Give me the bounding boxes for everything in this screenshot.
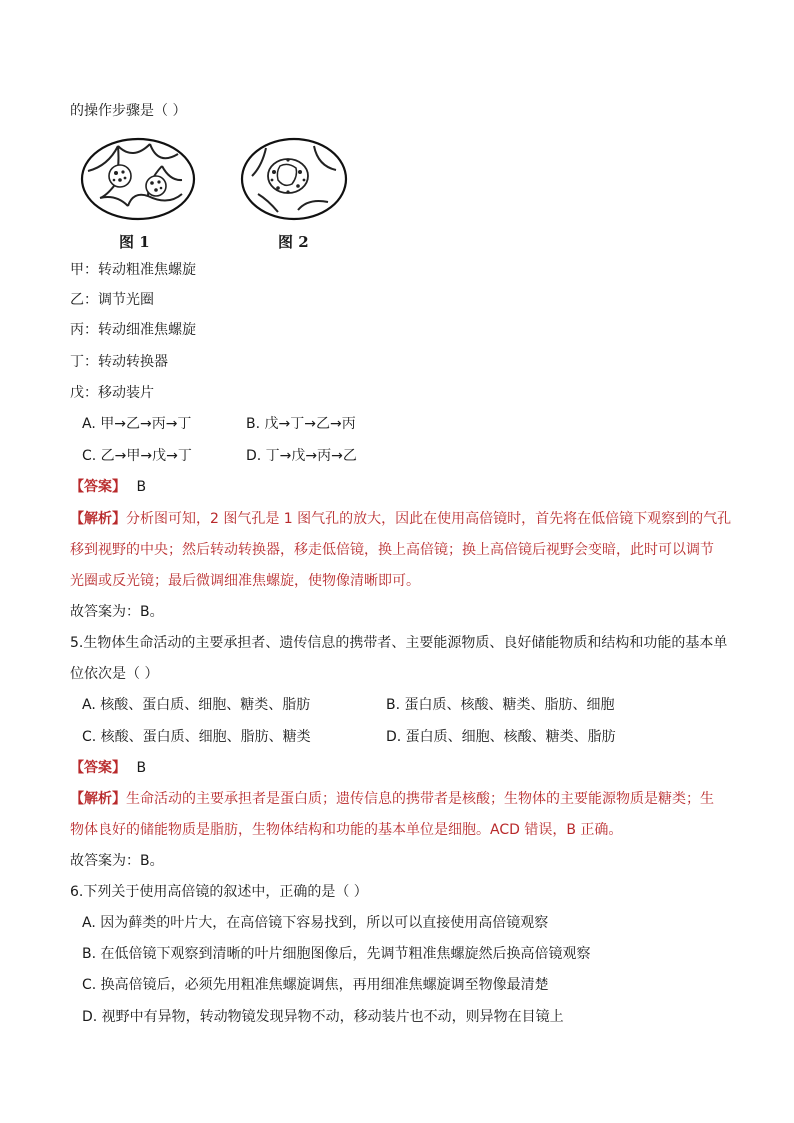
q6-stem: 6.下列关于使用高倍镜的叙述中，正确的是（ ）	[70, 884, 368, 900]
answer-value: B	[136, 479, 147, 495]
q4-analysis-line-2: 移到视野的中央；然后转动转换器，移走低倍镜，换上高倍镜；换上高倍镜后视野会变暗，此时可以调节	[70, 542, 714, 558]
q5-conclusion: 故答案为：B。	[70, 853, 164, 869]
q6-option-c: C. 换高倍镜后，必须先用粗准焦螺旋调焦，再用细准焦螺旋调至物像最清楚	[82, 977, 549, 993]
q4-analysis-line-3: 光圈或反光镜；最后微调细准焦螺旋，使物像清晰即可。	[70, 573, 420, 589]
q5-analysis-line-2: 物体良好的储能物质是脂肪，生物体结构和功能的基本单位是细胞。ACD 错误，B 正确。	[70, 822, 623, 838]
step-bing: 丙：转动细准焦螺旋	[70, 322, 196, 338]
q5-analysis-line-1: 【解析】生命活动的主要承担者是蛋白质；遗传信息的携带者是核酸；生物体的主要能源物质是糖类；生	[70, 791, 714, 807]
q5-stem-line-2: 位依次是（ ）	[70, 666, 159, 682]
analysis-label: 【解析】	[70, 511, 126, 527]
answer-label: 【答案】	[70, 479, 126, 495]
q6-option-b: B. 在低倍镜下观察到清晰的叶片细胞图像后，先调节粗准焦螺旋然后换高倍镜观察	[82, 946, 591, 962]
q6-option-a: A. 因为藓类的叶片大，在高倍镜下容易找到，所以可以直接使用高倍镜观察	[82, 915, 549, 931]
q4-option-c: C. 乙→甲→戊→丁	[82, 448, 192, 464]
q4-stem-tail: 的操作步骤是（ ）	[70, 103, 187, 119]
q4-option-d: D. 丁→戊→丙→乙	[246, 448, 357, 464]
q4-analysis-line-1: 【解析】分析图可知，2 图气孔是 1 图气孔的放大，因此在使用高倍镜时，首先将在低倍镜下观察到的气孔	[70, 511, 732, 527]
answer-label: 【答案】	[70, 760, 126, 776]
step-jia: 甲：转动粗准焦螺旋	[70, 262, 196, 278]
microscope-view-figure-1	[78, 136, 198, 222]
q4-conclusion: 故答案为：B。	[70, 604, 164, 620]
step-wu: 戊：移动装片	[70, 385, 154, 401]
q5-option-b: B. 蛋白质、核酸、糖类、脂肪、细胞	[386, 697, 615, 713]
q4-answer	[70, 477, 146, 497]
microscope-view-figure-2	[238, 136, 350, 222]
q5-stem-line-1: 5.生物体生命活动的主要承担者、遗传信息的携带者、主要能源物质、良好储能物质和结构和功能的基本单	[70, 635, 728, 651]
q5-answer	[70, 758, 146, 778]
step-yi: 乙：调节光圈	[70, 292, 154, 308]
q5-option-d: D. 蛋白质、细胞、核酸、糖类、脂肪	[386, 729, 616, 745]
step-ding: 丁：转动转换器	[70, 354, 168, 370]
figure-1-caption: 图 1	[119, 233, 150, 251]
figure-2-caption: 图 2	[278, 233, 309, 251]
q5-option-c: C. 核酸、蛋白质、细胞、脂肪、糖类	[82, 729, 311, 745]
analysis-label: 【解析】	[70, 791, 126, 807]
answer-value: B	[136, 760, 147, 776]
q4-option-a: A. 甲→乙→丙→丁	[82, 416, 192, 432]
q6-option-d: D. 视野中有异物，转动物镜发现异物不动，移动装片也不动，则异物在目镜上	[82, 1009, 564, 1025]
q4-option-b: B. 戊→丁→乙→丙	[246, 416, 356, 432]
q5-option-a: A. 核酸、蛋白质、细胞、糖类、脂肪	[82, 697, 311, 713]
